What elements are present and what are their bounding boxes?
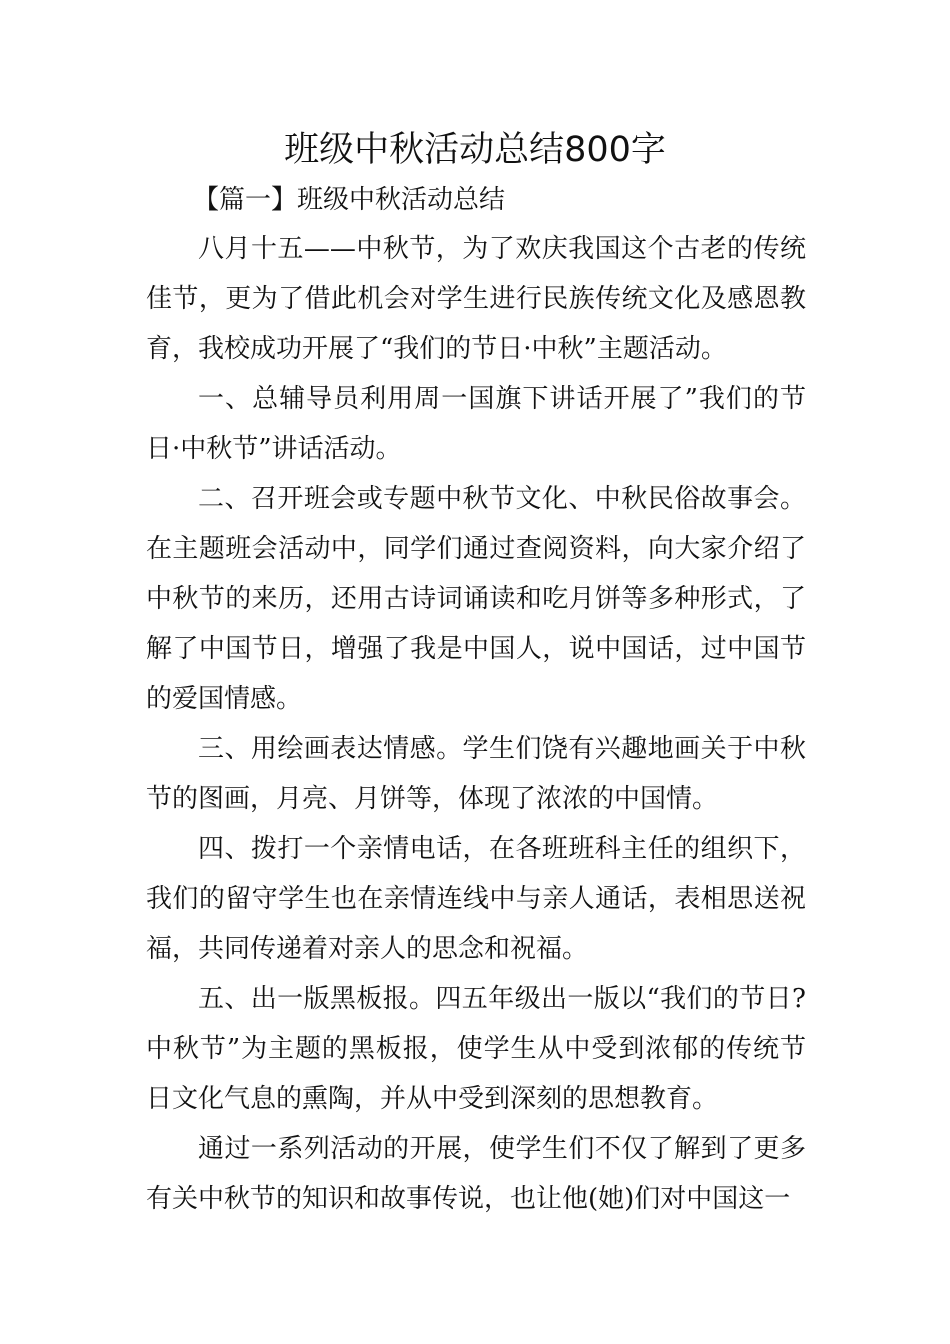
paragraph-item-1: 一、总辅导员利用周一国旗下讲话开展了”我们的节日·中秋节”讲话活动。 (146, 384, 806, 464)
paragraph-item-2: 二、召开班会或专题中秋节文化、中秋民俗故事会。在主题班会活动中，同学们通过查阅资料，向大家介绍了中秋节的来历，还用古诗词诵读和吃月饼等多种形式，了解了中国节日，增强了我是中国人，说中国话，过中国节的爱国情感。 (146, 484, 806, 714)
paragraph-item-3: 三、用绘画表达情感。学生们饶有兴趣地画关于中秋节的图画，月亮、月饼等，体现了浓浓的中国情。 (146, 734, 806, 814)
section-heading: 【篇一】班级中秋活动总结 (193, 185, 506, 215)
paragraph-conclusion: 通过一系列活动的开展，使学生们不仅了解到了更多有关中秋节的知识和故事传说，也让他(她)们对中国这一 (146, 1134, 806, 1214)
document-title: 班级中秋活动总结800字 (284, 130, 666, 170)
paragraph-item-5: 五、出一版黑板报。四五年级出一版以“我们的节日?中秋节”为主题的黑板报，使学生从中受到浓郁的传统节日文化气息的熏陶，并从中受到深刻的思想教育。 (146, 984, 806, 1114)
paragraph-item-4: 四、拨打一个亲情电话，在各班班科主任的组织下，我们的留守学生也在亲情连线中与亲人通话，表相思送祝福，共同传递着对亲人的思念和祝福。 (146, 834, 806, 964)
document-body (146, 224, 806, 1224)
paragraph-intro: 八月十五——中秋节，为了欢庆我国这个古老的传统佳节，更为了借此机会对学生进行民族传统文化及感恩教育，我校成功开展了“我们的节日·中秋”主题活动。 (146, 234, 806, 364)
